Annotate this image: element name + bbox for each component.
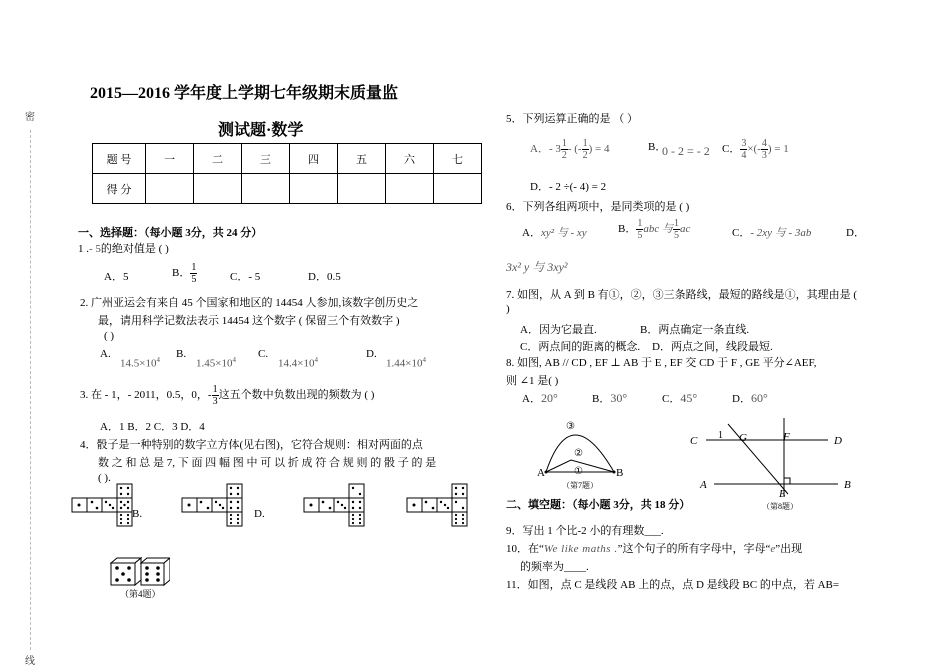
q4-line2: 数 之 和 总 是 7, 下 面 四 幅 图 中 可 以 折 成 符 合 规 则 的 骰 子 的 是 — [98, 457, 437, 469]
q6-option-a[interactable]: A．xy² 与 - xy — [522, 227, 587, 239]
q2-option-b[interactable]: $1.45\times 10^4$ — [196, 356, 236, 370]
score-header-cell: 六 — [386, 144, 434, 174]
q2-option-c-label[interactable]: C. — [258, 348, 269, 360]
q8-figure — [688, 418, 858, 514]
q7-figure — [536, 418, 626, 494]
fig8-point-c: C — [690, 435, 698, 447]
q1-option-b[interactable]: B． $\frac{1}{5}$ — [172, 262, 197, 285]
q4-option-b-label[interactable]: B. — [132, 508, 143, 520]
q9-text: 9．写出 1 个比-2 小的有理数___. — [506, 525, 664, 537]
q7-option-b[interactable]: B．两点确定一条直线. — [640, 324, 750, 336]
section1-heading: 一、选择题：（每小题 3分，共 24 分） — [78, 227, 263, 239]
q5-option-b-label[interactable]: B． — [648, 141, 667, 153]
score-header-cell: 一 — [146, 144, 194, 174]
q3-options[interactable]: A．1 B．2 C．3 D．4 — [100, 421, 205, 433]
q4-caption: （第4题） — [120, 589, 161, 599]
score-cell[interactable] — [146, 174, 194, 204]
q1-option-d[interactable]: D．0.5 — [308, 271, 341, 283]
q6-option-d-label[interactable]: D． — [846, 227, 865, 239]
q1-option-a[interactable]: A．5 — [104, 271, 129, 283]
q8-option-b[interactable]: B．30° — [592, 391, 628, 405]
q2-option-d[interactable]: $1.44\times 10^4$ — [386, 356, 426, 370]
score-cell[interactable] — [290, 174, 338, 204]
q7-line2: ) — [506, 303, 510, 315]
q2-option-a[interactable]: $14.5\times 10^4$ — [120, 356, 160, 370]
fig7-route-3: ③ — [566, 421, 575, 432]
q4-dice-nets — [70, 480, 470, 530]
q7-option-d[interactable]: D．两点之间，线段最短. — [652, 341, 773, 353]
q8-line2: 则 ∠1 是( ) — [506, 375, 559, 387]
fig8-point-b: B — [844, 479, 851, 491]
score-header-cell: 题 号 — [93, 144, 146, 174]
fig8-angle-1: 1 — [718, 430, 723, 441]
score-row-label: 得 分 — [93, 174, 146, 204]
q8-option-d[interactable]: D．60° — [732, 391, 768, 405]
q10-line1: 10．在“We like maths .”这个句子的所有字母中，字母“e”出现 — [506, 543, 803, 555]
fig8-caption: （第8题） — [762, 502, 798, 511]
q2-line3: ( ) — [104, 330, 115, 342]
q2-option-a-label[interactable]: A. — [100, 348, 111, 360]
fig8-point-e: E — [779, 488, 786, 500]
net-c — [304, 484, 364, 526]
fig7-route-1: ① — [574, 466, 583, 477]
q4-option-d-label[interactable]: D. — [254, 508, 265, 520]
q4-line1: 4．骰子是一种特别的数字立方体(见右图)，它符合规则：相对两面的点 — [80, 439, 423, 451]
fig7-point-b: B — [616, 467, 624, 479]
q2-option-c[interactable]: $14.4\times 10^4$ — [278, 356, 318, 370]
fig7-point-a: A — [537, 467, 545, 479]
score-header-cell: 三 — [242, 144, 290, 174]
score-header-cell: 五 — [338, 144, 386, 174]
score-header-cell: 四 — [290, 144, 338, 174]
score-cell[interactable] — [338, 174, 386, 204]
q8-option-c[interactable]: C．45° — [662, 391, 698, 405]
score-cell[interactable] — [194, 174, 242, 204]
q5-option-c[interactable]: C． $\frac{3}{4}$ ×(- $\frac{4}{3}$ ) = 1 — [722, 138, 789, 161]
q5-option-b[interactable]: 0 - 2 = - 2 — [662, 144, 710, 158]
section2-heading: 二、填空题：（每小题 3分，共 18 分） — [506, 499, 691, 511]
q6-option-b[interactable]: B． $\frac{1}{5}$ abc 与 $\frac{1}{5}$ ac — [618, 218, 691, 241]
q4-line3: ( ). — [98, 472, 111, 484]
fig7-route-2: ② — [574, 448, 583, 459]
q7-option-c[interactable]: C．两点间的距离的概念. — [520, 341, 641, 353]
q8-line1: 8. 如图, AB // CD , EF ⊥ AB 于 E , EF 交 CD 于 F , GE 平分∠AEF, — [506, 357, 817, 369]
q5-option-a[interactable]: A．- 3 $\frac{1}{2}$ - (- $\frac{1}{2}$ ) = 4 — [530, 138, 610, 161]
q8-option-a[interactable]: A．20° — [522, 391, 558, 405]
q5-stem: 5．下列运算正确的是 （ ） — [506, 113, 638, 125]
q1-stem: 1 .- 5的绝对值是 ( ) — [78, 243, 169, 255]
score-cell[interactable] — [386, 174, 434, 204]
title-line1: 2015—2016 学年度上学期七年级期末质量监 — [90, 85, 399, 102]
q6-option-c[interactable]: C．- 2xy 与 - 3ab — [732, 227, 812, 239]
score-cell[interactable] — [434, 174, 482, 204]
q2-line1: 2. 广州亚运会有来自 45 个国家和地区的 14454 人参加,该数字创历史之 — [80, 297, 419, 309]
q5-option-d[interactable]: D．- 2 ÷(- 4) = 2 — [530, 181, 607, 193]
title-line2: 测试题·数学 — [218, 122, 304, 139]
q7-line1: 7. 如图，从 A 到 B 有①，②，③三条路线，最短的路线是①，其理由是 ( — [506, 289, 858, 301]
q6-stem: 6．下列各组两项中，是同类项的是 ( ) — [506, 201, 690, 213]
score-header-cell: 二 — [194, 144, 242, 174]
score-table — [92, 143, 482, 204]
q1-option-c[interactable]: C．- 5 — [230, 271, 261, 283]
q6-option-d[interactable]: 3x² y 与 3xy² — [506, 260, 568, 274]
binding-line — [30, 130, 31, 650]
q2-option-b-label[interactable]: B. — [176, 348, 187, 360]
net-d — [407, 484, 467, 526]
q2-option-d-label[interactable]: D. — [366, 348, 377, 360]
fig7-caption: （第7题） — [562, 481, 598, 490]
margin-char-top: 密 — [25, 112, 35, 123]
net-b — [182, 484, 242, 526]
net-a — [72, 484, 132, 526]
fig8-point-f: F — [783, 431, 790, 443]
q10-line2: 的频率为____. — [520, 561, 589, 573]
score-header-cell: 七 — [434, 144, 482, 174]
q3-stem: 3. 在 - 1，- 2011，0.5，0，- $\frac{1}{3}$ 这五个数中负数出现的频数为 ( ) — [80, 384, 375, 407]
fig8-point-a: A — [700, 479, 707, 491]
fig8-point-g: G — [739, 432, 747, 444]
q7-option-a[interactable]: A．因为它最直. — [520, 324, 597, 336]
q4-dice-figure — [108, 555, 170, 587]
margin-char-bottom: 线 — [25, 656, 35, 667]
q11-text: 11．如图，点 C 是线段 AB 上的点，点 D 是线段 BC 的中点，若 AB= — [506, 579, 840, 591]
fig8-point-d: D — [834, 435, 842, 447]
q2-line2: 最，请用科学记数法表示 14454 这个数字 ( 保留三个有效数字 ) — [98, 315, 400, 327]
score-cell[interactable] — [242, 174, 290, 204]
